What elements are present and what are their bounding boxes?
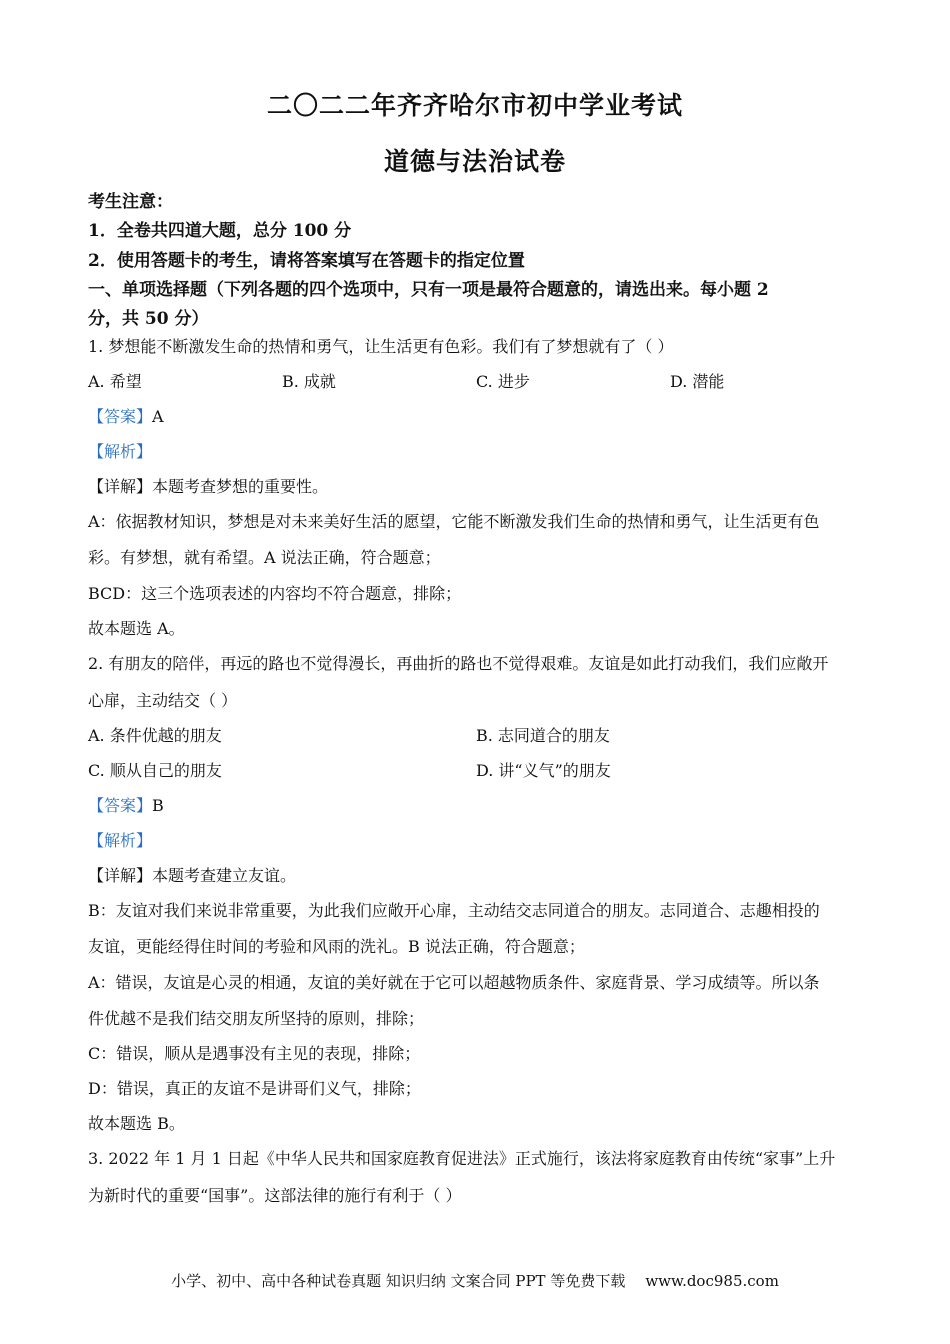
q2-answer <box>88 793 868 816</box>
question-3-stem-cont: 为新时代的重要“国事”。这部法律的施行有利于（ ） <box>88 1186 462 1205</box>
section-1-heading: 一、单项选择题（下列各题的四个选项中，只有一项是最符合题意的，请选出来。每小题 2 <box>88 280 769 300</box>
page-footer <box>0 1270 950 1291</box>
q1-analysis-tag: 【解析】 <box>88 442 153 461</box>
q1-explanation-1: A：依据教材知识，梦想是对未来美好生活的愿望，它能不断激发我们生命的热情和勇气，让生活更有色 <box>88 512 820 531</box>
q2-explanation-4: 件优越不是我们结交朋友所坚持的原则，排除； <box>88 1009 425 1028</box>
notice-item-2: 2．使用答题卡的考生，请将答案填写在答题卡的指定位置 <box>88 251 525 271</box>
detail-tag: 【详解】 <box>88 866 153 885</box>
q2-explanation-7: 故本题选 B。 <box>88 1114 185 1133</box>
q2-option-c: C. 顺从自己的朋友 <box>88 761 222 780</box>
q1-explanation-2: 彩。有梦想，就有希望。A 说法正确，符合题意； <box>88 548 441 567</box>
q1-explanation-4: 故本题选 A。 <box>88 619 185 638</box>
footer-link[interactable]: www.doc985.com <box>645 1272 779 1290</box>
q2-explanation-6: D：错误，真正的友谊不是讲哥们义气，排除； <box>88 1079 421 1098</box>
detail-tag: 【详解】 <box>88 477 153 496</box>
question-3-stem: 3. 2022 年 1 月 1 日起《中华人民共和国家庭教育促进法》正式施行，该法将家庭教育由传统“家事”上升 <box>88 1149 836 1168</box>
q2-option-b: B. 志同道合的朋友 <box>476 726 610 745</box>
q1-detail <box>88 474 868 497</box>
q2-option-a: A. 条件优越的朋友 <box>88 726 222 745</box>
q2-explanation-3: A：错误，友谊是心灵的相通，友谊的美好就在于它可以超越物质条件、家庭背景、学习成绩等。所以条 <box>88 973 820 992</box>
answer-tag: 【答案】 <box>88 407 153 426</box>
answer-value: B <box>152 796 164 815</box>
exam-title: 二〇二二年齐齐哈尔市初中学业考试 <box>266 91 683 120</box>
q2-detail <box>88 863 868 886</box>
q2-analysis-tag: 【解析】 <box>88 831 153 850</box>
question-2-stem: 2. 有朋友的陪伴，再远的路也不觉得漫长，再曲折的路也不觉得艰难。友谊是如此打动我们，我们应敞开 <box>88 654 829 673</box>
footer-text: 小学、初中、高中各种试卷真题 知识归纳 文案合同 PPT 等免费下载 <box>171 1272 626 1290</box>
detail-text: 本题考查建立友谊。 <box>152 866 297 885</box>
answer-value: A <box>152 407 164 426</box>
q1-answer <box>88 404 868 427</box>
q1-option-b: B. 成就 <box>282 372 336 391</box>
q2-explanation-1: B：友谊对我们来说非常重要，为此我们应敞开心扉，主动结交志同道合的朋友。志同道合、志趣相投的 <box>88 901 820 920</box>
detail-text: 本题考查梦想的重要性。 <box>152 477 329 496</box>
q1-option-a: A. 希望 <box>88 372 142 391</box>
question-2-stem-cont: 心扉，主动结交（ ） <box>88 691 238 710</box>
q1-explanation-3: BCD：这三个选项表述的内容均不符合题意，排除； <box>88 584 462 603</box>
exam-subtitle: 道德与法治试卷 <box>383 147 566 176</box>
q1-option-c: C. 进步 <box>476 372 530 391</box>
notice-heading: 考生注意： <box>88 192 173 212</box>
q2-explanation-2: 友谊，更能经得住时间的考验和风雨的洗礼。B 说法正确，符合题意； <box>88 937 585 956</box>
question-1-stem: 1. 梦想能不断激发生命的热情和勇气，让生活更有色彩。我们有了梦想就有了（ ） <box>88 337 674 356</box>
section-1-heading-cont: 分，共 50 分） <box>88 309 209 329</box>
q1-option-d: D. 潜能 <box>670 372 725 391</box>
q2-explanation-5: C：错误，顺从是遇事没有主见的表现，排除； <box>88 1044 421 1063</box>
q2-option-d: D. 讲“义气”的朋友 <box>476 761 611 780</box>
notice-item-1: 1．全卷共四道大题，总分 100 分 <box>88 221 352 241</box>
answer-tag: 【答案】 <box>88 796 153 815</box>
